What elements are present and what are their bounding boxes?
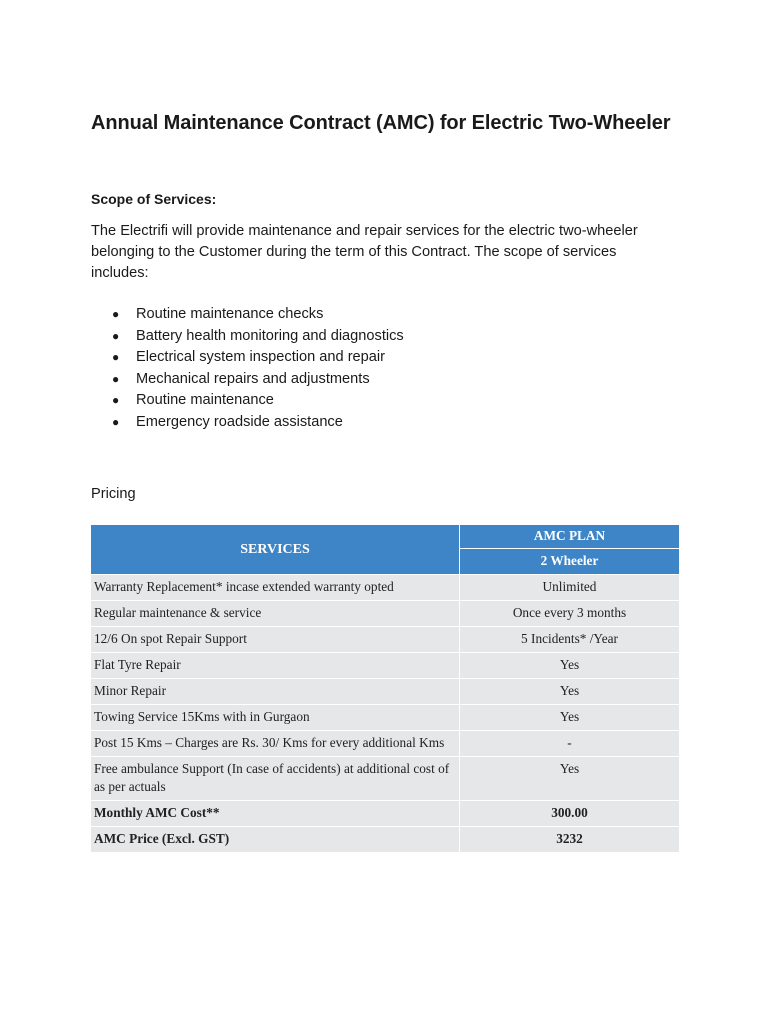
table-row: [91, 679, 680, 705]
document-title: Annual Maintenance Contract (AMC) for Electric Two-Wheeler: [91, 112, 671, 134]
list-item-text: Routine maintenance: [136, 392, 274, 409]
monthly-cost-row: [91, 801, 680, 827]
bullet-icon: ●: [112, 393, 120, 408]
table-row: [91, 575, 680, 601]
bullet-icon: ●: [112, 414, 120, 429]
amc-price-row: [91, 827, 680, 853]
service-cell: Warranty Replacement* incase extended warranty opted: [91, 575, 460, 601]
bullet-icon: ●: [112, 328, 120, 343]
value-cell: Once every 3 months: [460, 601, 680, 627]
bullet-icon: ●: [112, 350, 120, 365]
table-row: [91, 731, 680, 757]
table-row: [91, 757, 680, 801]
list-item: [91, 347, 404, 369]
bullet-icon: ●: [112, 371, 120, 386]
list-item: [91, 326, 404, 348]
service-cell: Flat Tyre Repair: [91, 653, 460, 679]
table-row: [91, 627, 680, 653]
list-item-text: Emergency roadside assistance: [136, 413, 343, 430]
service-cell: Minor Repair: [91, 679, 460, 705]
pricing-label: Pricing: [91, 486, 136, 502]
list-item: [91, 390, 404, 412]
scope-heading: Scope of Services:: [91, 191, 217, 207]
value-cell: Unlimited: [460, 575, 680, 601]
value-cell: Yes: [460, 679, 680, 705]
bullet-icon: ●: [112, 307, 120, 321]
service-cell: Monthly AMC Cost**: [91, 801, 460, 827]
table-row: [91, 601, 680, 627]
value-cell: Yes: [460, 705, 680, 731]
table-row: [91, 705, 680, 731]
list-item: [91, 369, 404, 391]
value-cell: 300.00: [460, 801, 680, 827]
list-item: [91, 412, 404, 434]
value-cell: 5 Incidents* /Year: [460, 627, 680, 653]
services-column-header: SERVICES: [91, 525, 460, 575]
list-item-text: Electrical system inspection and repair: [136, 349, 386, 366]
list-item: [91, 304, 404, 326]
pricing-table: [90, 524, 680, 853]
list-item-text: Battery health monitoring and diagnostics: [136, 327, 404, 344]
services-list: [91, 304, 404, 434]
value-cell: -: [460, 731, 680, 757]
table-row: [91, 653, 680, 679]
scope-paragraph: The Electrifi will provide maintenance and repair services for the electric two-wheeler belonging to the Customer during the term of this Contract. The scope of services includes:: [91, 223, 638, 281]
service-cell: 12/6 On spot Repair Support: [91, 627, 460, 653]
value-cell: Yes: [460, 757, 680, 801]
service-cell: Post 15 Kms – Charges are Rs. 30/ Kms for every additional Kms: [91, 731, 460, 757]
list-item-text: Mechanical repairs and adjustments: [136, 370, 370, 387]
service-cell: Regular maintenance & service: [91, 601, 460, 627]
service-cell: AMC Price (Excl. GST): [91, 827, 460, 853]
value-cell: 3232: [460, 827, 680, 853]
vehicle-type-header: 2 Wheeler: [460, 548, 680, 574]
service-cell: Towing Service 15Kms with in Gurgaon: [91, 705, 460, 731]
list-item-text: Routine maintenance checks: [136, 306, 324, 322]
value-cell: Yes: [460, 653, 680, 679]
service-cell: Free ambulance Support (In case of accidents) at additional cost of as per actuals: [91, 757, 460, 801]
amc-plan-column-header: AMC PLAN: [460, 525, 680, 549]
